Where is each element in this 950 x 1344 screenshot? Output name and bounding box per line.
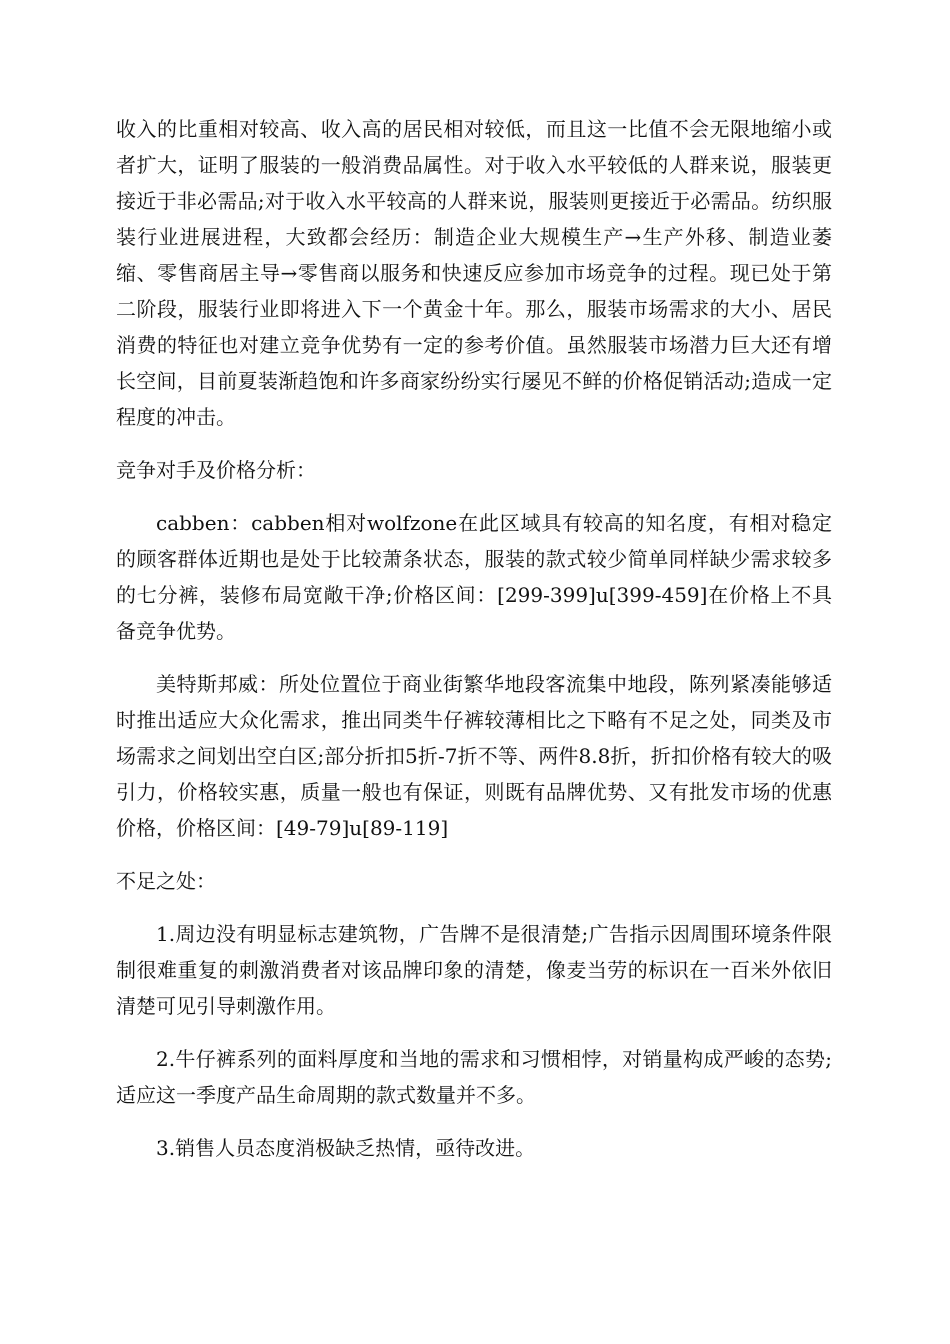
list-item-shortcoming-1: 1.周边没有明显标志建筑物，广告牌不是很清楚;广告指示因周围环境条件限制很难重复的刺激消费者对该品牌印象的清楚，像麦当劳的标识在一百米外依旧清楚可见引导刺激作用。 xyxy=(116,922,832,1018)
list-item-shortcoming-3: 3.销售人员态度消极缺乏热情，亟待改进。 xyxy=(156,1136,536,1160)
document-body xyxy=(116,111,832,1183)
heading-competitor-price-analysis: 竞争对手及价格分析： xyxy=(116,458,316,482)
heading-shortcomings: 不足之处： xyxy=(116,869,216,893)
paragraph-cabben: cabben：cabben相对wolfzone在此区域具有较高的知名度，有相对稳定的顾客群体近期也是处于比较萧条状态，服装的款式较少简单同样缺少需求较多的七分裤，装修布局宽敞干净;价格区间：[299-399]u[399-459]在价格上不具备竞争优势。 xyxy=(116,511,832,643)
list-item-shortcoming-2: 2.牛仔裤系列的面料厚度和当地的需求和习惯相悖，对销量构成严峻的态势;适应这一季度产品生命周期的款式数量并不多。 xyxy=(116,1047,832,1107)
paragraph-market-analysis: 收入的比重相对较高、收入高的居民相对较低，而且这一比值不会无限地缩小或者扩大，证明了服装的一般消费品属性。对于收入水平较低的人群来说，服装更接近于非必需品;对于收入水平较高的人群来说，服装则更接近于必需品。纺织服装行业进展进程，大致都会经历：制造企业大规模生产→生产外移、制造业萎缩、零售商居主导→零售商以服务和快速反应参加市场竞争的过程。现已处于第二阶段，服装行业即将进入下一个黄金十年。那么，服装市场需求的大小、居民消费的特征也对建立竞争优势有一定的参考价值。虽然服装市场潜力巨大还有增长空间，目前夏装渐趋饱和许多商家纷纷实行屡见不鲜的价格促销活动;造成一定程度的冲击。 xyxy=(116,117,832,429)
paragraph-metersbonwe: 美特斯邦威：所处位置位于商业街繁华地段客流集中地段，陈列紧凑能够适时推出适应大众化需求，推出同类牛仔裤较薄相比之下略有不足之处，同类及市场需求之间划出空白区;部分折扣5折-7折不等、两件8.8折，折扣价格有较大的吸引力，价格较实惠，质量一般也有保证，则既有品牌优势、又有批发市场的优惠价格，价格区间：[49-79]u[89-119] xyxy=(116,672,832,840)
